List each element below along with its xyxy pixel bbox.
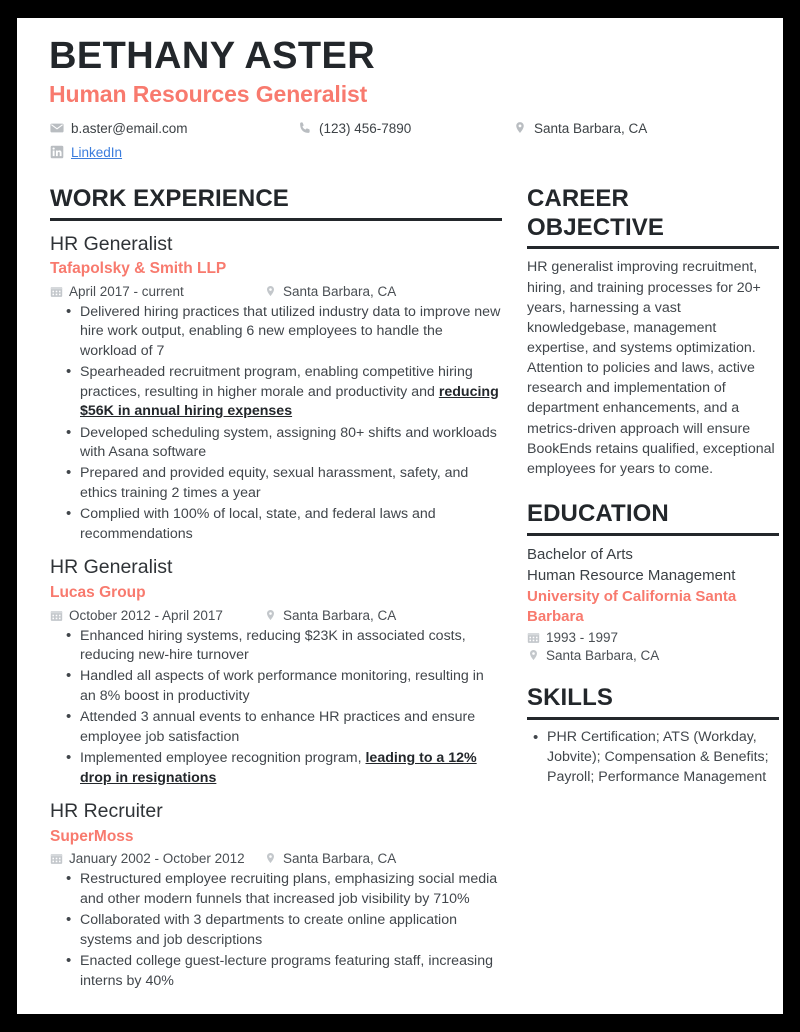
job-company: Lucas Group — [50, 583, 146, 601]
resume-body — [50, 184, 775, 993]
calendar-icon — [50, 609, 63, 622]
education-school: University of California Santa Barbara — [527, 587, 737, 626]
job-location-text: Santa Barbara, CA — [283, 283, 397, 299]
contact-row-primary — [50, 118, 753, 139]
bullet-text: Enhanced hiring systems, reducing $23K in associated costs, reducing new-hire turnover — [80, 627, 466, 663]
education-dates — [527, 630, 779, 645]
bullet-text: Complied with 100% of local, state, and federal laws and recommendations — [80, 506, 436, 542]
contact-phone[interactable] — [298, 121, 513, 136]
career-objective-heading-line2: OBJECTIVE — [527, 213, 664, 241]
job-location — [264, 608, 396, 623]
job-bullet — [80, 505, 502, 544]
contact-row-secondary — [50, 142, 753, 163]
job-location — [264, 851, 396, 866]
resume-header — [50, 36, 753, 163]
bullet-text: Handled all aspects of work performance monitoring, resulting in an 8% boost in productivity — [80, 668, 484, 704]
job-meta — [50, 608, 502, 623]
education-location — [527, 648, 779, 663]
right-column — [527, 185, 779, 788]
job-bullet — [80, 870, 502, 909]
job-bullet — [80, 303, 502, 361]
job-bullet — [80, 627, 502, 666]
job-bullet — [80, 667, 502, 706]
career-objective-rule — [527, 246, 779, 249]
left-column — [50, 185, 502, 993]
education-rule — [527, 533, 779, 536]
job-role: HR Generalist — [50, 556, 173, 579]
education-degree: Bachelor of Arts — [527, 545, 633, 563]
job-bullet — [80, 911, 502, 950]
job-dates-text: October 2012 - April 2017 — [69, 607, 223, 623]
linkedin-icon — [50, 145, 64, 159]
contact-linkedin-link[interactable]: LinkedIn — [71, 144, 123, 160]
location-pin-icon — [264, 285, 277, 298]
contact-location-text: Santa Barbara, CA — [534, 120, 648, 136]
skills-list — [527, 728, 779, 788]
job-bullets — [50, 303, 502, 544]
education-heading: EDUCATION — [527, 500, 669, 528]
job-dates — [50, 284, 264, 299]
contact-location — [513, 121, 647, 136]
location-pin-icon — [527, 649, 540, 662]
education-dates-text: 1993 - 1997 — [546, 630, 619, 646]
contact-email-text: b.aster@email.com — [71, 120, 188, 136]
list-item: • PHR Certification; ATS (Workday, Jobvite); Compensation & Benefits; Payroll; Performance Management — [547, 728, 779, 788]
job-company: Tafapolsky & Smith LLP — [50, 259, 227, 277]
contact-info — [50, 118, 753, 163]
location-pin-icon — [264, 609, 277, 622]
bullet-text: Delivered hiring practices that utilized industry data to improve new hire work output, enabling 6 new employees to handle the workload of 7 — [80, 303, 501, 359]
job-bullet — [80, 363, 502, 421]
bullet-text: Attended 3 annual events to enhance HR practices and ensure employee job satisfaction — [80, 709, 476, 745]
work-experience-heading: WORK EXPERIENCE — [50, 184, 289, 212]
calendar-icon — [50, 852, 63, 865]
job-bullet — [80, 708, 502, 747]
job-meta — [50, 284, 502, 299]
job-company: SuperMoss — [50, 827, 134, 845]
education-location-text: Santa Barbara, CA — [546, 648, 660, 664]
job-location — [264, 284, 396, 299]
bullet-emphasis: reducing $56K in annual hiring expenses — [80, 383, 499, 420]
job-bullet — [80, 424, 502, 463]
work-experience-rule — [50, 218, 502, 221]
job-dates-text: April 2017 - current — [69, 283, 184, 299]
job-bullet — [80, 464, 502, 503]
job-role: HR Generalist — [50, 232, 173, 255]
resume-page — [17, 18, 783, 1014]
contact-phone-text: (123) 456-7890 — [319, 120, 412, 136]
candidate-name: BETHANY ASTER — [49, 35, 376, 77]
education-field: Human Resource Management — [527, 566, 736, 584]
job-dates — [50, 608, 264, 623]
career-objective-heading-line1: CAREER — [527, 184, 629, 212]
job-meta — [50, 851, 502, 866]
job-dates-text: January 2002 - October 2012 — [69, 851, 245, 867]
job-role: HR Recruiter — [50, 800, 163, 823]
section-education — [527, 500, 779, 663]
job-bullet — [80, 952, 502, 991]
bullet-text: Developed scheduling system, assigning 80+ shifts and workloads with Asana software — [80, 424, 497, 461]
career-objective-text: HR generalist improving recruitment, hiring, and training processes for 20+ years, harnessing a vast knowledgebase, management expertise, and systems optimization. Attention to policies and laws, active research and implementation of department enhancements, and a metrics-driven approach will ensure BookEnds retains qualified, exceptional employees for years to come. — [527, 259, 775, 477]
contact-linkedin[interactable] — [50, 145, 122, 160]
section-work-experience — [50, 185, 502, 221]
job-bullets — [50, 870, 502, 991]
job-entry — [50, 555, 502, 788]
bullet-text: Spearheaded recruitment program, enabling competitive hiring practices, resulting in higher morale and productivity and — [80, 364, 473, 400]
job-entry — [50, 799, 502, 991]
section-skills — [527, 684, 779, 787]
bullet-text: Implemented employee recognition program, — [80, 750, 366, 767]
skills-heading: SKILLS — [527, 684, 613, 712]
location-pin-icon — [264, 852, 277, 865]
job-location-text: Santa Barbara, CA — [283, 607, 397, 623]
job-bullets — [50, 627, 502, 789]
contact-email[interactable] — [50, 121, 298, 136]
job-bullet — [80, 749, 502, 788]
bullet-text: Collaborated with 3 departments to create online application systems and job descriptions — [80, 912, 457, 948]
location-pin-icon — [513, 121, 527, 135]
skills-rule — [527, 717, 779, 720]
job-location-text: Santa Barbara, CA — [283, 851, 397, 867]
job-entry — [50, 232, 502, 545]
calendar-icon — [527, 631, 540, 644]
calendar-icon — [50, 285, 63, 298]
phone-icon — [298, 121, 312, 135]
envelope-icon — [50, 121, 64, 135]
bullet-text: Prepared and provided equity, sexual harassment, safety, and ethics training 2 times a year — [80, 465, 469, 501]
bullet-emphasis: leading to a 12% drop in resignations — [80, 750, 477, 786]
job-dates — [50, 851, 264, 866]
candidate-job-title: Human Resources Generalist — [49, 81, 368, 108]
bullet-text: Restructured employee recruiting plans, emphasizing social media and other modern funnels that increased job visibility by 710% — [80, 871, 498, 907]
section-career-objective — [527, 185, 779, 479]
bullet-text: Enacted college guest-lecture programs featuring staff, increasing interns by 40% — [80, 953, 493, 989]
